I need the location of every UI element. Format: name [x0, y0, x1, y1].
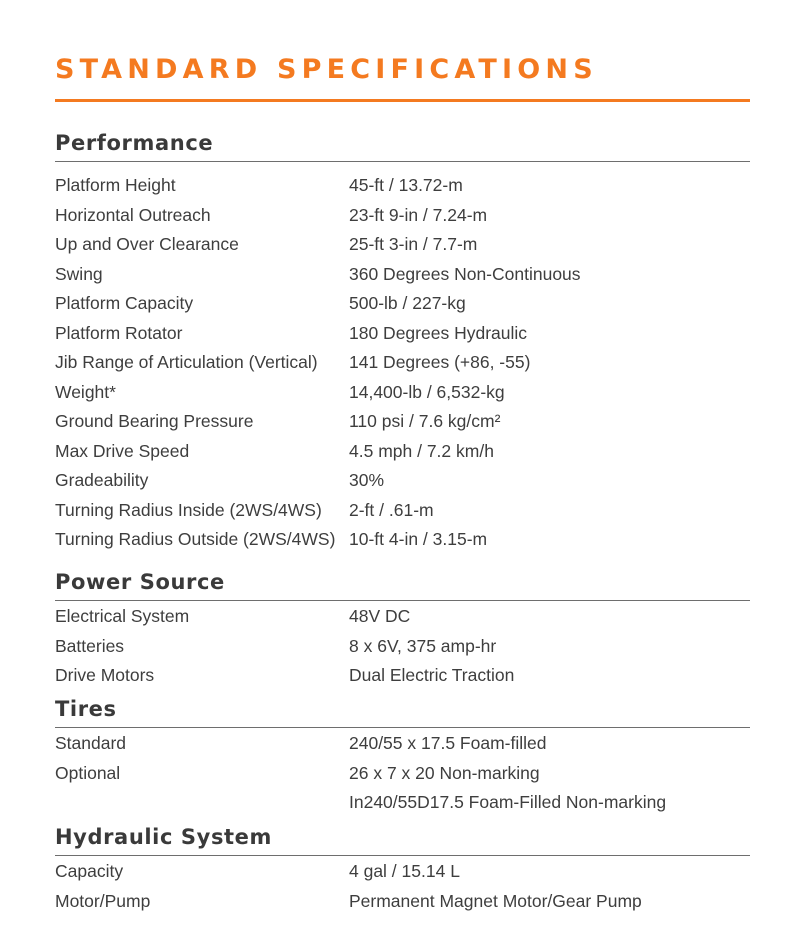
spec-label: Platform Capacity — [55, 293, 194, 313]
spec-value: 26 x 7 x 20 Non-marking — [349, 762, 540, 783]
spec-row — [55, 348, 750, 378]
spec-label: Ground Bearing Pressure — [55, 411, 254, 431]
spec-value: In240/55D17.5 Foam-Filled Non-marking — [349, 792, 667, 812]
page-title: STANDARD SPECIFICATIONS — [55, 54, 598, 85]
section-performance — [55, 128, 750, 555]
spec-value: 30% — [349, 470, 385, 490]
spec-value: 110 psi / 7.6 kg/cm² — [349, 411, 501, 431]
spec-label: Turning Radius Inside (2WS/4WS) — [55, 499, 322, 520]
spec-row — [55, 887, 750, 917]
spec-label: Capacity — [55, 861, 124, 881]
spec-value: 48V DC — [349, 606, 411, 626]
spec-row — [55, 378, 750, 408]
spec-label: Turning Radius Outside (2WS/4WS) — [55, 529, 336, 549]
spec-label: Electrical System — [55, 606, 190, 626]
spec-label: Horizontal Outreach — [55, 204, 211, 225]
spec-row — [55, 661, 750, 691]
spec-value: 4.5 mph / 7.2 km/h — [349, 440, 494, 461]
spec-label: Motor/Pump — [55, 890, 151, 911]
spec-value: 2-ft / .61-m — [349, 499, 434, 520]
spec-row — [55, 602, 750, 632]
spec-label: Weight* — [55, 381, 116, 402]
spec-value: 23-ft 9-in / 7.24-m — [349, 204, 488, 225]
section-title: Power Source — [55, 570, 225, 594]
spec-value: 25-ft 3-in / 7.7-m — [349, 234, 478, 254]
spec-row — [55, 201, 750, 231]
spec-row — [55, 759, 750, 789]
spec-value: 45-ft / 13.72-m — [349, 175, 463, 195]
spec-value: 4 gal / 15.14 L — [349, 861, 460, 881]
spec-row — [55, 525, 750, 555]
spec-row — [55, 171, 750, 201]
spec-label: Up and Over Clearance — [55, 234, 239, 254]
spec-row — [55, 466, 750, 496]
section-hydraulic-system — [55, 822, 750, 916]
spec-value: 240/55 x 17.5 Foam-filled — [349, 733, 547, 753]
spec-row — [55, 437, 750, 467]
spec-list — [55, 856, 750, 916]
spec-label: Jib Range of Articulation (Vertical) — [55, 352, 318, 372]
spec-row — [55, 407, 750, 437]
spec-row — [55, 857, 750, 887]
spec-row — [55, 289, 750, 319]
section-title: Hydraulic System — [55, 825, 273, 849]
spec-row — [55, 788, 750, 818]
section-title: Tires — [55, 697, 117, 721]
spec-label: Optional — [55, 762, 121, 783]
spec-value: Dual Electric Traction — [349, 665, 515, 685]
spec-label: Standard — [55, 733, 127, 753]
spec-label: Platform Rotator — [55, 322, 183, 343]
section-power-source — [55, 567, 750, 691]
spec-row — [55, 496, 750, 526]
spec-value: 8 x 6V, 375 amp-hr — [349, 635, 497, 656]
spec-row — [55, 319, 750, 349]
spec-row — [55, 729, 750, 759]
spec-row — [55, 632, 750, 662]
section-title: Performance — [55, 131, 214, 155]
spec-value: 360 Degrees Non-Continuous — [349, 263, 581, 284]
spec-value: 10-ft 4-in / 3.15-m — [349, 529, 488, 549]
spec-value: Permanent Magnet Motor/Gear Pump — [349, 890, 642, 911]
spec-label: Max Drive Speed — [55, 440, 190, 461]
spec-row — [55, 230, 750, 260]
spec-value: 180 Degrees Hydraulic — [349, 322, 528, 343]
spec-value: 141 Degrees (+86, -55) — [349, 352, 531, 372]
spec-label: Platform Height — [55, 175, 176, 195]
spec-list — [55, 728, 750, 818]
spec-label: Swing — [55, 263, 103, 284]
spec-label: Gradeability — [55, 470, 149, 490]
spec-row — [55, 260, 750, 290]
spec-label: Batteries — [55, 635, 125, 656]
spec-list — [55, 162, 750, 555]
section-tires — [55, 694, 750, 818]
title-divider — [55, 99, 750, 102]
spec-value: 500-lb / 227-kg — [349, 293, 466, 313]
spec-label: Drive Motors — [55, 665, 155, 685]
spec-list — [55, 601, 750, 691]
spec-value: 14,400-lb / 6,532-kg — [349, 381, 505, 402]
spec-label — [55, 788, 349, 818]
